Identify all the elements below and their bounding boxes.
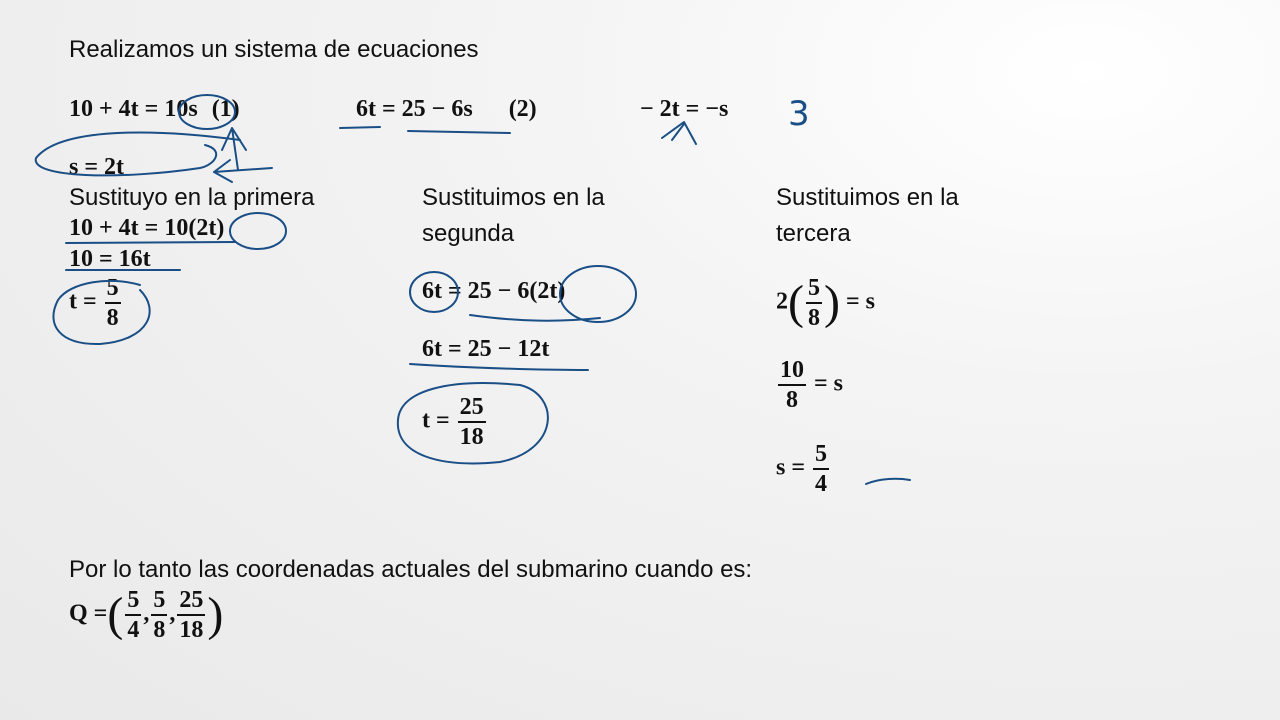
col3-line2-rhs: = s <box>814 370 844 397</box>
q-coord-1-den: 4 <box>127 617 140 643</box>
q-coord-1-num: 5 <box>125 586 141 616</box>
arrow-left-s-2t <box>214 160 272 182</box>
equation-3-handwritten-tag: 3 <box>788 94 810 134</box>
equation-1 <box>69 96 240 123</box>
equation-2-text: 6t = 25 − 6s <box>356 96 473 122</box>
col3-title-line1: Sustituimos en la <box>776 184 959 211</box>
q-coord-1 <box>125 586 141 644</box>
underline-col2-line1 <box>470 315 600 321</box>
col3-result-denominator: 4 <box>815 471 828 497</box>
conclusion-label: Q = <box>69 600 108 627</box>
col2-result-numerator: 25 <box>458 393 486 423</box>
q-coord-3 <box>177 586 205 644</box>
col2-title-line1: Sustituimos en la <box>422 184 605 211</box>
q-coord-3-den: 18 <box>179 617 204 643</box>
conclusion-q-point: Q =( $\frac{5}{4}$ , $\frac{5}{8}$ , $\frac{25}{18}$ ) <box>69 587 224 643</box>
equation-1-tag: (1) <box>211 96 240 122</box>
col3-title-line2: tercera <box>776 220 851 247</box>
circle-2t-col1 <box>230 213 286 249</box>
arrow-up-eq3 <box>662 122 696 144</box>
arrow-up-eq1 <box>222 128 246 170</box>
col2-result-var: t = <box>422 407 450 434</box>
col3-result-numerator: 5 <box>813 440 829 470</box>
q-coord-3-num: 25 <box>177 586 205 616</box>
relation-s-equals-2t: s = 2t <box>69 154 125 180</box>
col1-line2: 10 = 16t <box>69 246 151 272</box>
col3-line2 <box>776 356 843 414</box>
col2-result <box>422 393 488 451</box>
col1-result-numerator: 5 <box>105 274 121 304</box>
col3-line2-fraction <box>778 356 806 414</box>
col2-result-denominator: 18 <box>459 424 484 450</box>
col3-line1-fraction <box>806 274 822 332</box>
equation-1-text: 10 + 4t = 10s <box>69 96 198 122</box>
col1-result-fraction <box>105 274 121 332</box>
col3-line2-denominator: 8 <box>786 387 798 413</box>
col3-line2-numerator: 10 <box>778 356 806 386</box>
equation-2-tag: (2) <box>508 96 537 122</box>
underline-25-6s <box>408 131 510 133</box>
col3-line1-numerator: 5 <box>806 274 822 304</box>
conclusion-text: Por lo tanto las coordenadas actuales del submarino cuando es: <box>69 556 753 583</box>
col2-line1: 6t = 25 − 6(2t) <box>422 278 566 304</box>
col3-line1-rhs: = s <box>845 288 875 315</box>
q-coord-2-num: 5 <box>151 586 167 616</box>
col1-result-var: t = <box>69 288 97 315</box>
col2-title-line2: segunda <box>422 220 515 247</box>
underline-6t <box>340 127 380 128</box>
col3-result-fraction <box>813 440 829 498</box>
col1-result <box>69 274 123 332</box>
circle-2t-col2 <box>560 266 636 322</box>
underline-col2-line2 <box>410 364 588 370</box>
underline-col1-line1 <box>66 242 235 243</box>
equation-3 <box>640 96 728 123</box>
col2-result-fraction <box>458 393 486 451</box>
equation-3-text: − 2t = −s <box>640 96 729 122</box>
col1-title: Sustituyo en la primera <box>69 184 315 211</box>
col1-line1: 10 + 4t = 10(2t) <box>69 215 225 241</box>
q-coord-2 <box>151 586 167 644</box>
col3-result-var: s = <box>776 454 806 481</box>
page-heading: Realizamos un sistema de ecuaciones <box>69 36 479 63</box>
col3-line1-coef: 2 <box>776 288 788 315</box>
col3-result <box>776 440 831 498</box>
col3-line1: 2( $\frac{5}{8}$ ) = s <box>776 275 875 331</box>
equation-2 <box>356 96 537 123</box>
col1-result-denominator: 8 <box>106 305 119 331</box>
loop-s-2t <box>36 133 240 176</box>
col3-line1-denominator: 8 <box>807 305 820 331</box>
stray-mark-col3 <box>866 479 910 484</box>
col2-line2: 6t = 25 − 12t <box>422 336 550 362</box>
q-coord-2-den: 8 <box>153 617 166 643</box>
